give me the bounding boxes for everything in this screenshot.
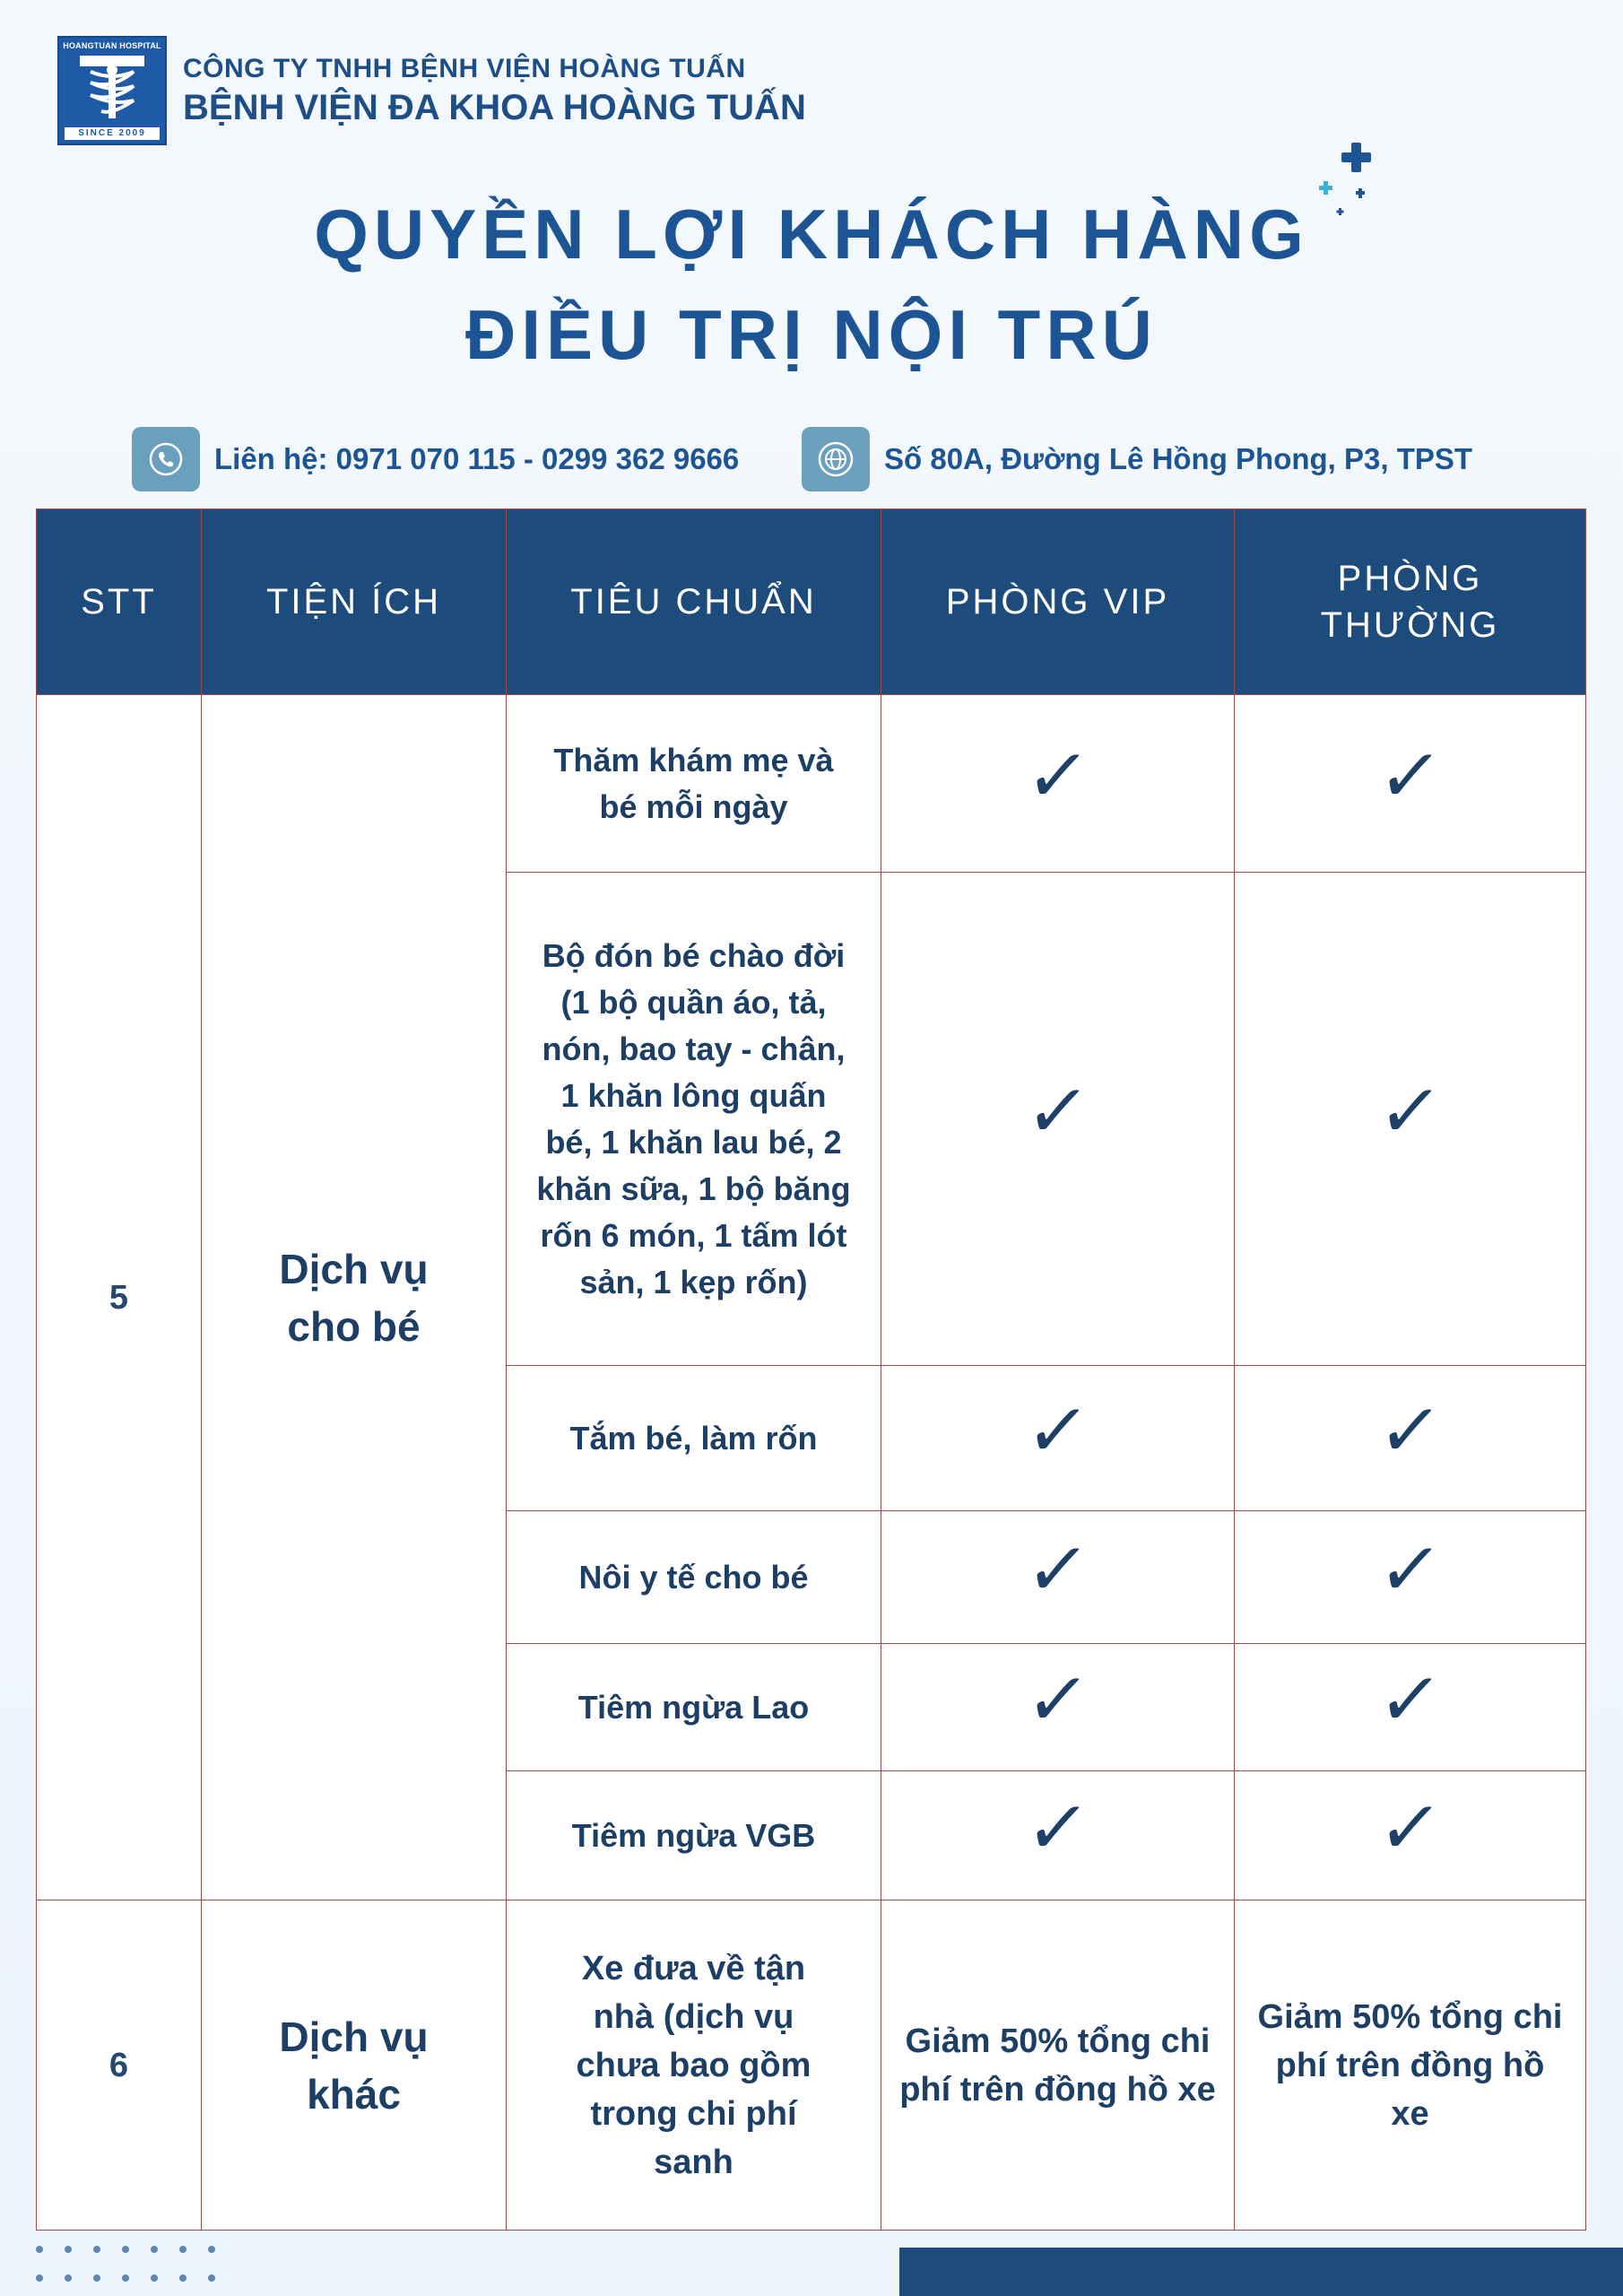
vip-check-cell	[881, 1644, 1235, 1771]
row-standard: Tiêm ngừa Lao	[507, 1644, 881, 1771]
phone-icon	[132, 427, 200, 491]
header-stt: STT	[37, 509, 202, 695]
header	[57, 36, 806, 145]
normal-check-cell	[1235, 1366, 1586, 1511]
normal-check-cell	[1235, 1771, 1586, 1900]
company-name-block	[183, 54, 806, 128]
check-icon: ✓	[1020, 734, 1095, 819]
hospital-name: BỆNH VIỆN ĐA KHOA HOÀNG TUẤN	[183, 87, 806, 127]
normal-check-cell	[1235, 695, 1586, 873]
check-icon: ✓	[1373, 734, 1447, 819]
header-utility: TIỆN ÍCH	[202, 509, 507, 695]
table-row	[37, 1900, 1586, 2231]
vip-check-cell	[881, 873, 1235, 1366]
vip-benefit-cell: Giảm 50% tổng chi phí trên đồng hồ xe	[881, 1900, 1235, 2231]
check-icon: ✓	[1020, 1388, 1095, 1474]
check-icon: ✓	[1373, 1069, 1447, 1154]
contact-address-text: Số 80A, Đường Lê Hồng Phong, P3, TPST	[884, 442, 1473, 475]
company-legal-name: CÔNG TY TNHH BỆNH VIỆN HOÀNG TUẤN	[183, 53, 746, 83]
header-standard: TIÊU CHUẨN	[507, 509, 881, 695]
row-standard: Xe đưa về tận nhà (dịch vụ chưa bao gồm trong chi phí sanh	[507, 1900, 881, 2231]
check-icon: ✓	[1373, 1388, 1447, 1474]
check-icon: ✓	[1020, 1786, 1095, 1871]
normal-check-cell	[1235, 873, 1586, 1366]
logo-top-text: HOANGTUAN HOSPITAL	[63, 41, 161, 50]
header-normal-room: PHÒNG THƯỜNG	[1235, 509, 1586, 695]
row-standard: Tiêm ngừa VGB	[507, 1771, 881, 1900]
check-icon: ✓	[1373, 1786, 1447, 1871]
normal-check-cell	[1235, 1644, 1586, 1771]
title-line-2: ĐIỀU TRỊ NỘI TRÚ	[465, 295, 1158, 374]
vip-check-cell	[881, 1366, 1235, 1511]
vip-check-cell	[881, 1771, 1235, 1900]
contact-address[interactable]	[802, 427, 1472, 491]
row-standard: Nôi y tế cho bé	[507, 1511, 881, 1644]
row-stt: 5	[37, 695, 202, 1900]
row-standard: Thăm khám mẹ và bé mỗi ngày	[507, 695, 881, 873]
title-line-1: QUYỀN LỢI KHÁCH HÀNG	[314, 195, 1309, 274]
row-utility: Dịch vụ khác	[202, 1900, 507, 2231]
caduceus-icon	[74, 52, 150, 122]
normal-check-cell	[1235, 1511, 1586, 1644]
vip-check-cell	[881, 1511, 1235, 1644]
row-stt: 6	[37, 1900, 202, 2231]
header-vip-room: PHÒNG VIP	[881, 509, 1235, 695]
table-row	[37, 695, 1586, 873]
normal-benefit-cell: Giảm 50% tổng chi phí trên đồng hồ xe	[1235, 1900, 1586, 2231]
contact-phone[interactable]	[132, 427, 739, 491]
check-icon: ✓	[1020, 1069, 1095, 1154]
benefits-table	[36, 509, 1585, 2231]
contact-bar	[0, 427, 1623, 495]
contact-phone-text: Liên hệ: 0971 070 115 - 0299 362 9666	[214, 442, 740, 475]
check-icon: ✓	[1373, 1527, 1447, 1613]
row-utility: Dịch vụ cho bé	[202, 695, 507, 1900]
globe-icon	[802, 427, 870, 491]
check-icon: ✓	[1373, 1657, 1447, 1743]
check-icon: ✓	[1020, 1527, 1095, 1613]
vip-check-cell	[881, 695, 1235, 873]
table-header-row	[37, 509, 1586, 695]
logo-since-text: SINCE 2009	[65, 127, 160, 140]
benefits-table-grid	[36, 509, 1586, 2231]
footer-bar	[899, 2248, 1623, 2296]
hospital-logo	[57, 36, 167, 145]
check-icon: ✓	[1020, 1657, 1095, 1743]
row-standard: Bộ đón bé chào đời (1 bộ quần áo, tả, nón, bao tay - chân, 1 khăn lông quấn bé, 1 khăn lau bé, 2 khăn sữa, 1 bộ băng rốn 6 món, 1 tấm lót sản, 1 kẹp rốn)	[507, 873, 881, 1366]
row-standard: Tắm bé, làm rốn	[507, 1366, 881, 1511]
page-title	[0, 184, 1623, 385]
